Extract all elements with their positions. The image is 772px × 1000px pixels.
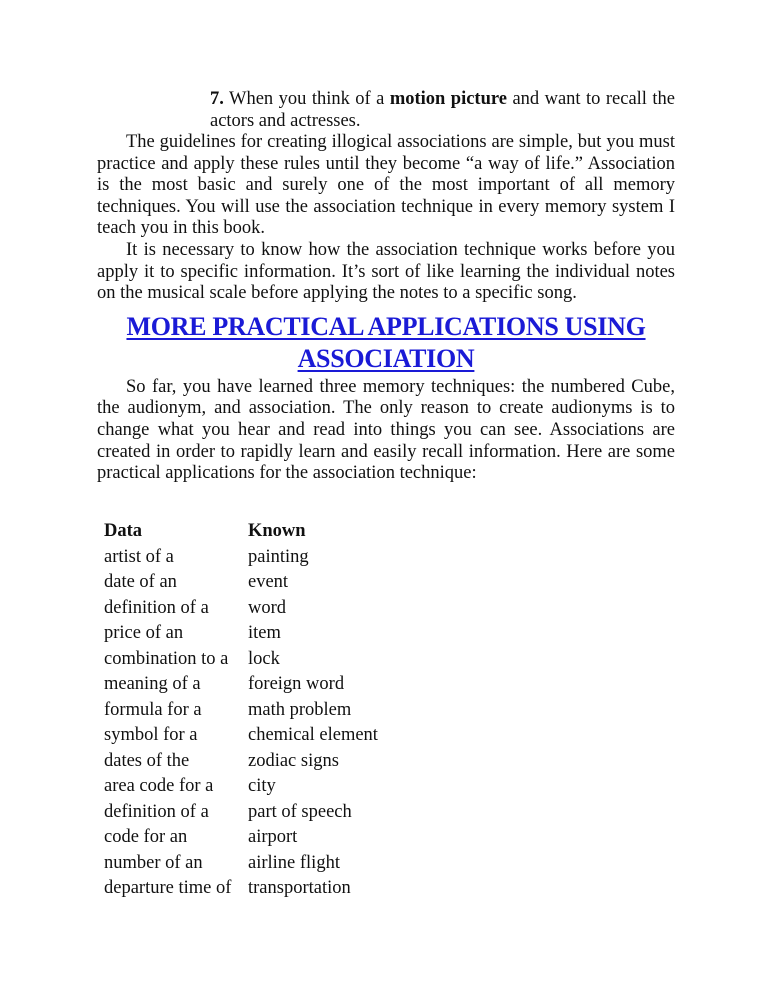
table-cell-known: math problem <box>248 699 352 720</box>
table-header-known: Known <box>248 521 306 541</box>
table-row <box>104 853 378 879</box>
table-cell-data: formula for a <box>104 699 202 720</box>
table-cell-known: painting <box>248 546 309 567</box>
table-cell-data: definition of a <box>104 597 209 618</box>
list-item-text-after: and want to recall the actors and actresses. <box>210 89 675 131</box>
section-heading-line-2: ASSOCIATION <box>297 343 475 373</box>
table-row <box>104 776 378 802</box>
list-item-number: 7. <box>210 89 224 109</box>
list-item-text-before: When you think of a <box>223 89 390 109</box>
table-cell-known: airport <box>248 827 298 847</box>
table-cell-known: transportation <box>248 878 351 898</box>
table-cell-known: foreign word <box>248 674 345 694</box>
table-row <box>104 674 378 700</box>
table-cell-data: number of an <box>104 852 203 873</box>
table-row <box>104 547 378 573</box>
table-cell-known: lock <box>248 648 280 669</box>
page-content <box>97 88 675 485</box>
table-header-data: Data <box>104 521 143 541</box>
table-cell-known: word <box>248 597 287 618</box>
table-cell-known: part of speech <box>248 801 352 822</box>
table-cell-known: item <box>248 623 281 643</box>
table-row <box>104 700 378 726</box>
table-cell-known: zodiac signs <box>248 750 339 771</box>
table-cell-data: definition of a <box>104 801 209 822</box>
table-cell-data: code for an <box>104 827 188 847</box>
table-cell-known: city <box>248 776 276 796</box>
table-cell-data: symbol for a <box>104 725 198 745</box>
body-paragraph-guidelines: The guidelines for creating illogical associations are simple, but you must practice and apply these rules until they become “a way of life.” Association is the most basic and surely one of the most important of all memory techniques. You will use the association technique in every memory system I teach you in this book. <box>97 132 675 239</box>
table-cell-known: event <box>248 572 289 592</box>
table-cell-data: date of an <box>104 572 177 592</box>
table-row <box>104 878 378 904</box>
list-item-7 <box>210 88 675 132</box>
table-cell-data: area code for a <box>104 776 214 796</box>
body-paragraph-so-far: So far, you have learned three memory techniques: the numbered Cube, the audionym, and association. The only reason to create audionyms is to change what you hear and read into things you can see. Associations are created in order to rapidly learn and easily recall information. Here are some practical applications for the association technique: <box>97 376 675 484</box>
table-cell-data: combination to a <box>104 648 229 669</box>
section-heading <box>97 311 675 375</box>
table-row <box>104 572 378 598</box>
table-cell-data: dates of the <box>104 750 190 771</box>
table-row <box>104 802 378 828</box>
table-row <box>104 827 378 853</box>
section-heading-line-1: MORE PRACTICAL APPLICATIONS USING <box>126 311 646 341</box>
body-paragraph-necessary: It is necessary to know how the association technique works before you apply it to specific information. It’s sort of like learning the individual notes on the musical scale before applying the notes to a specific song. <box>97 239 675 304</box>
table-row <box>104 725 378 751</box>
table-cell-data: price of an <box>104 623 184 643</box>
table-cell-data: artist of a <box>104 546 174 567</box>
table-row <box>104 649 378 675</box>
table-row <box>104 598 378 624</box>
applications-table <box>104 521 378 904</box>
table-row <box>104 751 378 777</box>
list-item-bold-text: motion picture <box>389 89 507 109</box>
table-cell-known: airline flight <box>248 852 340 873</box>
table-cell-known: chemical element <box>248 725 378 745</box>
table-cell-data: departure time of <box>104 878 232 898</box>
table-row <box>104 623 378 649</box>
table-cell-data: meaning of a <box>104 674 201 694</box>
table-header-row <box>104 521 378 547</box>
